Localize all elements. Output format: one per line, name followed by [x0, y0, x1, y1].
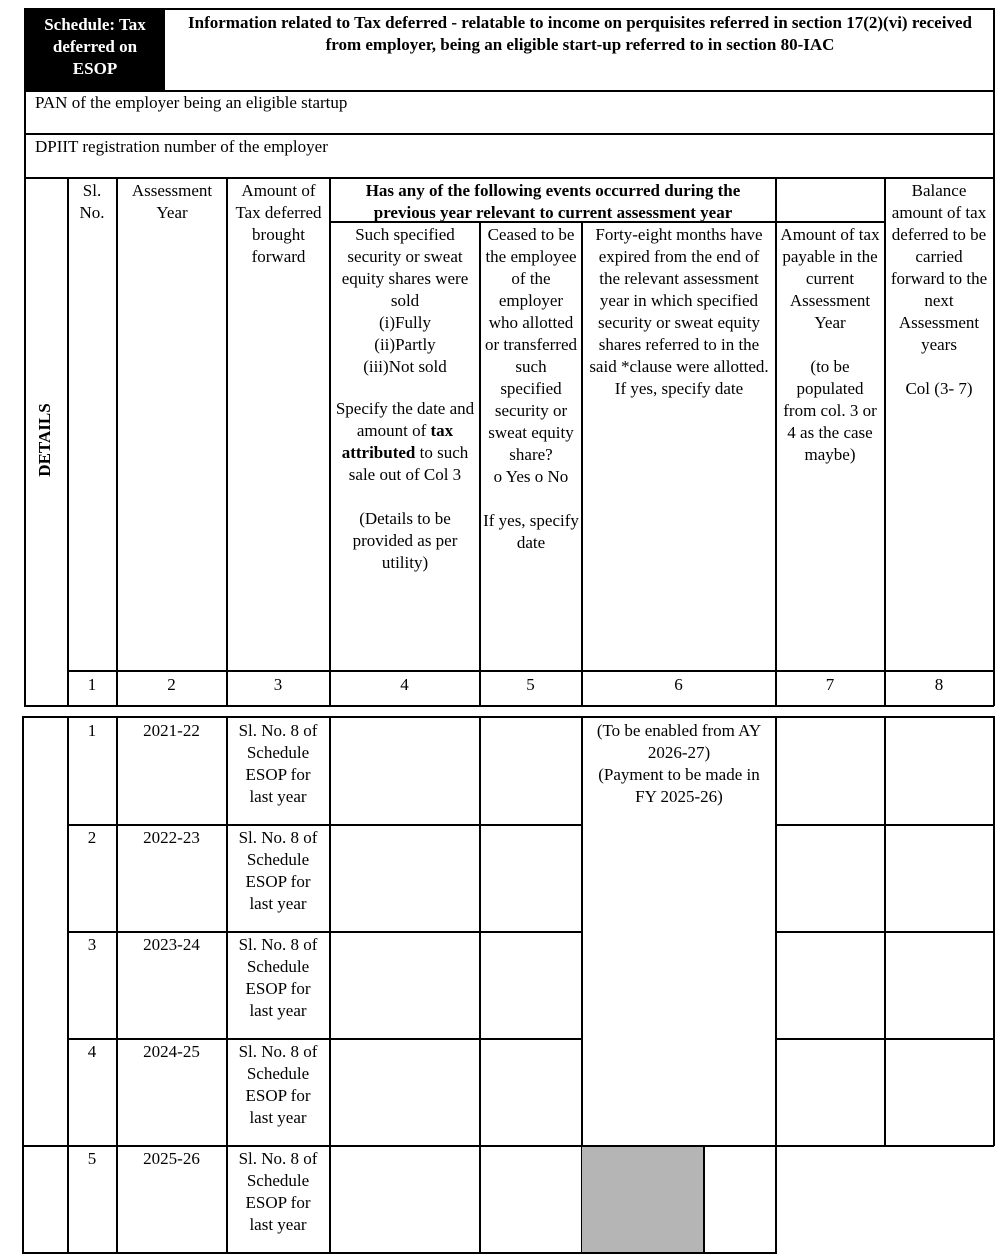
col-amount-deferred-header: Amount of Tax deferred brought forward — [235, 181, 322, 266]
col-number-3: 3 — [273, 675, 283, 694]
row2-col3: Sl. No. 8 of Schedule ESOP for last year — [238, 828, 318, 913]
col-number-2: 2 — [167, 675, 176, 694]
row4-col3: Sl. No. 8 of Schedule ESOP for last year — [238, 1042, 318, 1127]
col4-specify-text: Specify the date and amount of tax attributed to such sale out of Col 3 — [335, 399, 475, 484]
col6-header: Forty-eight months have expired from the end of the relevant assessment year in which specified security or sweat equity shares referred to in the said *clause were allotted. If yes, specify date — [589, 225, 769, 398]
col8-header — [888, 180, 990, 400]
merged-note-line1: (To be enabled from AY 2026-27) — [596, 721, 762, 762]
col4-header — [333, 224, 477, 574]
row1-col3: Sl. No. 8 of Schedule ESOP for last year — [238, 721, 318, 806]
col5-yes-no: o Yes o No — [493, 467, 569, 486]
col5-specify-date: If yes, specify date — [483, 511, 579, 552]
row5-ay: 2025-26 — [143, 1149, 200, 1168]
col-number-7: 7 — [825, 675, 835, 694]
merged-note-line2: (Payment to be made in FY 2025-26) — [598, 765, 760, 806]
col4-option-not-sold: (iii)Not sold — [363, 357, 447, 376]
col8-balance-text: Balance amount of tax deferred to be carried forward to the next Assessment years — [890, 181, 988, 354]
col-number-1: 1 — [87, 675, 97, 694]
row3-col3: Sl. No. 8 of Schedule ESOP for last year — [238, 935, 318, 1020]
merged-note — [590, 720, 768, 808]
row1-sl: 1 — [87, 721, 97, 740]
col7-amount-text: Amount of tax payable in the current Assessment Year — [780, 225, 880, 332]
col4-option-partly: (ii)Partly — [374, 335, 436, 354]
row2-ay: 2022-23 — [143, 828, 200, 847]
row1-ay: 2021-22 — [143, 721, 200, 740]
disabled-cell — [582, 1147, 703, 1252]
row5-sl: 5 — [87, 1149, 97, 1168]
row4-sl: 4 — [87, 1042, 97, 1061]
col5-header — [483, 224, 579, 554]
col-assessment-year-header: Assessment Year — [131, 181, 213, 222]
row3-ay: 2023-24 — [143, 935, 200, 954]
row5-col3: Sl. No. 8 of Schedule ESOP for last year — [238, 1149, 318, 1234]
row4-ay: 2024-25 — [143, 1042, 200, 1061]
col7-populated-note: (to be populated from col. 3 or 4 as the case maybe) — [783, 357, 877, 464]
col4-sold-text: Such specified security or sweat equity shares were sold — [341, 225, 469, 310]
col4-details-note: (Details to be provided as per utility) — [352, 509, 458, 572]
col-number-4: 4 — [400, 675, 409, 694]
col8-formula: Col (3- 7) — [905, 379, 973, 398]
row3-sl: 3 — [87, 935, 97, 954]
schedule-label: Schedule: Tax deferred on ESOP — [25, 9, 165, 90]
details-label: DETAILS — [35, 403, 54, 477]
row2-sl: 2 — [87, 828, 97, 847]
col5-ceased-text: Ceased to be the employee of the employer who allotted or transferred such specified security or sweat equity share? — [484, 225, 578, 464]
events-heading: Has any of the following events occurred during the previous year relevant to current assessment year — [365, 181, 741, 222]
col-number-8: 8 — [934, 675, 944, 694]
col-number-6: 6 — [674, 675, 683, 694]
pan-label: PAN of the employer being an eligible startup — [35, 93, 348, 112]
schedule-title: Information related to Tax deferred - relatable to income on perquisites referred in section 17(2)(vi) received from employer, being an eligible start-up referred to in section 80-IAC — [188, 13, 972, 54]
dpiit-label: DPIIT registration number of the employer — [35, 137, 328, 156]
col-number-5: 5 — [526, 675, 535, 694]
col7-header — [779, 224, 881, 466]
col-sl-no-header: Sl. No. — [79, 181, 105, 222]
col4-option-fully: (i)Fully — [379, 313, 431, 332]
